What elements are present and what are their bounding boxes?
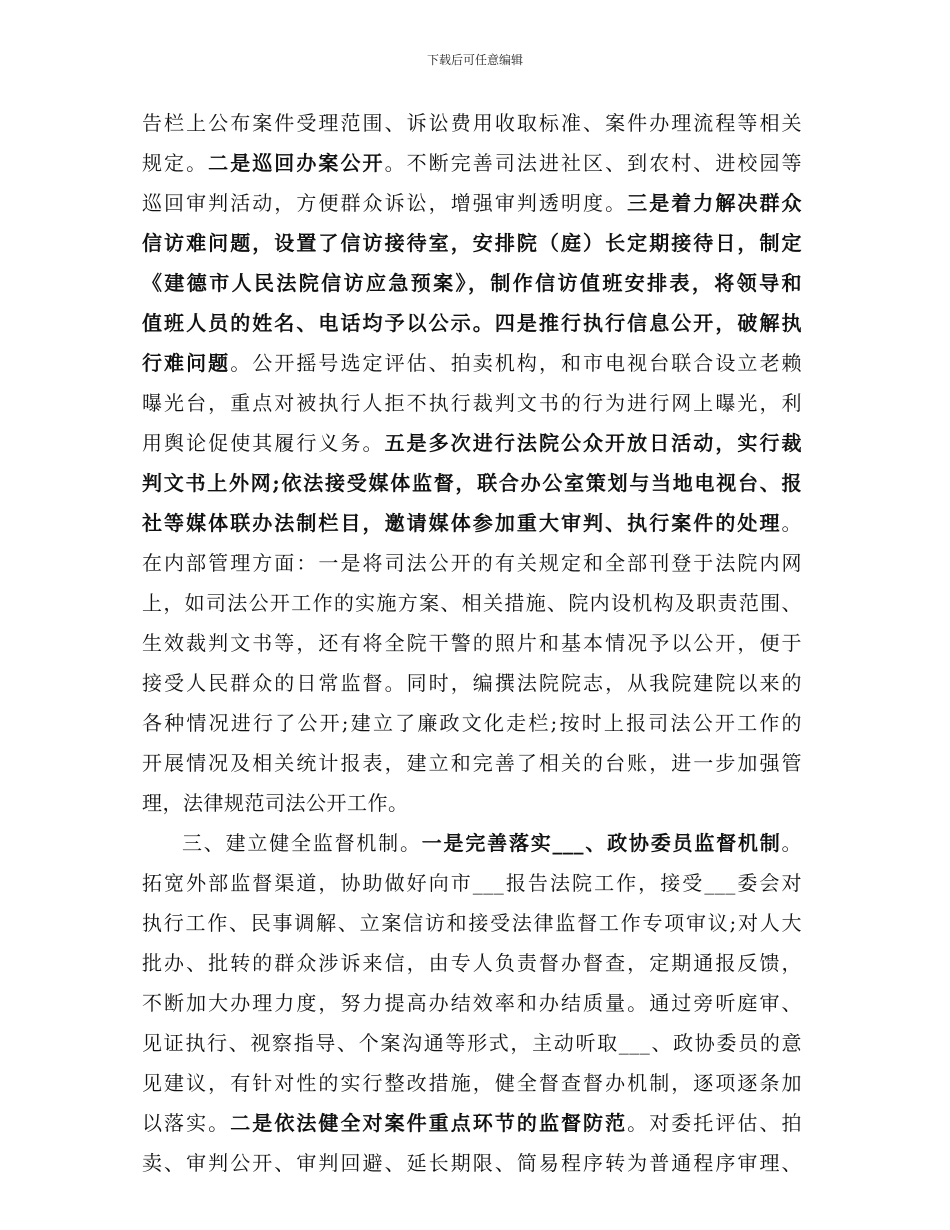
text-line bbox=[142, 903, 802, 943]
bold-text-segment: 二是依法健全对案件重点环节的监督防范 bbox=[230, 1111, 628, 1135]
text-line bbox=[142, 223, 802, 263]
text-line bbox=[142, 1023, 802, 1063]
text-segment: 批办、批转的群众涉诉来信，由专人负责督办督查，定期通报反馈， bbox=[142, 951, 802, 975]
bold-text-segment: 社等媒体联办法制栏目，邀请媒体参加重大审判、执行案件的处理 bbox=[142, 511, 782, 535]
bold-text-segment: 一是完善落实___、政协委员监督机制 bbox=[421, 831, 782, 855]
text-line bbox=[142, 943, 802, 983]
bold-text-segment: 判文书上外网;依法接受媒体监督，联合办公室策划与当地电视台、报 bbox=[142, 471, 802, 495]
text-line bbox=[142, 783, 802, 823]
text-line bbox=[142, 503, 802, 543]
text-segment: 上，如司法公开工作的实施方案、相关措施、院内设机构及职责范围、 bbox=[142, 591, 802, 615]
text-segment: 。对委托评估、拍 bbox=[627, 1111, 803, 1135]
bold-text-segment: 二是巡回办案公开 bbox=[208, 151, 385, 175]
text-line bbox=[142, 463, 802, 503]
text-segment: 拓宽外部监督渠道，协助做好向市___报告法院工作，接受___委会对 bbox=[142, 871, 802, 895]
bold-text-segment: 五是多次进行法院公众开放日活动，实行裁 bbox=[384, 431, 803, 455]
bold-text-segment: 行难问题 bbox=[142, 351, 231, 375]
text-line bbox=[142, 183, 802, 223]
text-segment: 规定。 bbox=[142, 151, 209, 175]
text-segment: 曝光台，重点对被执行人拒不执行裁判文书的行为进行网上曝光，利 bbox=[142, 391, 802, 415]
text-segment: 。 bbox=[781, 511, 802, 535]
page-header-note: 下载后可任意编辑 bbox=[426, 53, 523, 67]
text-line bbox=[142, 303, 802, 343]
text-segment: 见建议，有针对性的实行整改措施，健全督查督办机制，逐项逐条加 bbox=[142, 1071, 802, 1095]
text-segment: 巡回审判活动，方便群众诉讼，增强审判透明度。 bbox=[142, 191, 628, 215]
text-segment: 用舆论促使其履行义务。 bbox=[142, 431, 385, 455]
text-line bbox=[142, 623, 802, 663]
text-line bbox=[142, 103, 802, 143]
text-segment: 见证执行、视察指导、个案沟通等形式，主动听取___、政协委员的意 bbox=[142, 1031, 802, 1055]
text-line bbox=[142, 1143, 802, 1183]
text-segment: 开展情况及相关统计报表，建立和完善了相关的台账，进一步加强管 bbox=[142, 751, 802, 775]
text-line bbox=[142, 863, 802, 903]
text-segment: 接受人民群众的日常监督。同时，编撰法院院志，从我院建院以来的 bbox=[142, 671, 802, 695]
bold-text-segment: 信访难问题，设置了信访接待室，安排院（庭）长定期接待日，制定 bbox=[142, 231, 802, 255]
text-line bbox=[142, 423, 802, 463]
text-segment: 在内部管理方面：一是将司法公开的有关规定和全部刊登于法院内网 bbox=[142, 551, 802, 575]
text-segment: 以落实。 bbox=[142, 1111, 231, 1135]
bold-text-segment: 值班人员的姓名、电话均予以公示。四是推行执行信息公开，破解执 bbox=[142, 311, 802, 335]
text-line bbox=[142, 703, 802, 743]
text-segment: 。公开摇号选定评估、拍卖机构，和市电视台联合设立老赖 bbox=[230, 351, 803, 375]
bold-text-segment: 《建德市人民法院信访应急预案》，制作信访值班安排表，将领导和 bbox=[142, 271, 802, 295]
text-line bbox=[142, 663, 802, 703]
text-line bbox=[142, 343, 802, 383]
text-segment: 三、建立健全监督机制。 bbox=[182, 831, 422, 855]
document-body bbox=[142, 103, 802, 1183]
text-segment: 卖、审判公开、审判回避、延长期限、简易程序转为普通程序审理、 bbox=[142, 1151, 802, 1175]
text-line bbox=[142, 543, 802, 583]
text-line bbox=[142, 823, 802, 863]
text-segment: 生效裁判文书等，还有将全院干警的照片和基本情况予以公开，便于 bbox=[142, 631, 802, 655]
text-line bbox=[142, 983, 802, 1023]
text-segment: 。不断完善司法进社区、到农村、进校园等 bbox=[384, 151, 803, 175]
text-line bbox=[142, 743, 802, 783]
text-segment: 理，法律规范司法公开工作。 bbox=[142, 791, 409, 815]
text-line bbox=[142, 583, 802, 623]
text-segment: 执行工作、民事调解、立案信访和接受法律监督工作专项审议;对人大 bbox=[142, 911, 802, 935]
text-line bbox=[142, 1063, 802, 1103]
text-line bbox=[142, 383, 802, 423]
text-segment: 各种情况进行了公开;建立了廉政文化走栏;按时上报司法公开工作的 bbox=[142, 711, 802, 735]
text-segment: 。 bbox=[781, 831, 803, 855]
text-line bbox=[142, 1103, 802, 1143]
bold-text-segment: 三是着力解决群众 bbox=[627, 191, 803, 215]
text-line bbox=[142, 143, 802, 183]
text-line bbox=[142, 263, 802, 303]
text-segment: 不断加大办理力度，努力提高办结效率和办结质量。通过旁听庭审、 bbox=[142, 991, 802, 1015]
text-segment: 告栏上公布案件受理范围、诉讼费用收取标准、案件办理流程等相关 bbox=[142, 111, 802, 135]
